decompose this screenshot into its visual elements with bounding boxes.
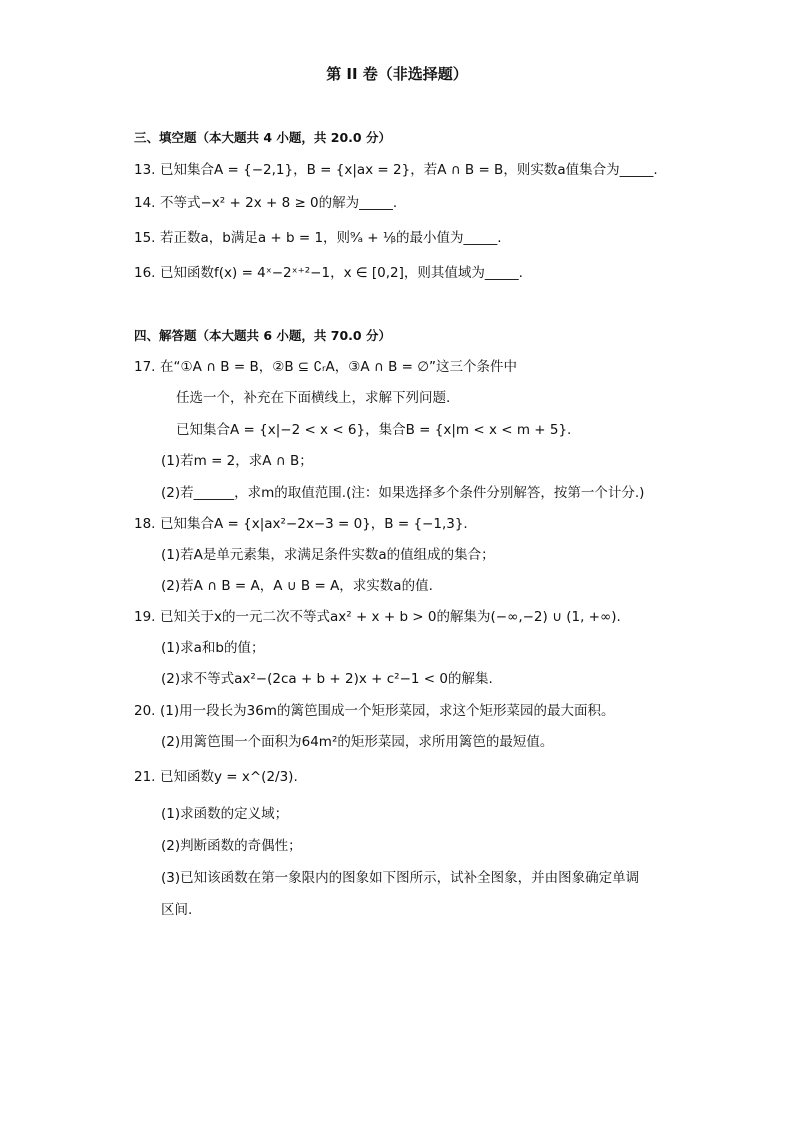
question-text: 在“①A ∩ B = B，②B ⊆ ∁ᵣA，③A ∩ B = ∅”这三个条件中 bbox=[160, 359, 517, 375]
question-21-part3-cont: 区间. bbox=[161, 902, 193, 918]
question-text: 已知关于x的一元二次不等式ax² + x + b > 0的解集为(−∞,−2) ∪ (1, +∞). bbox=[160, 609, 621, 625]
question-17-part1: (1)若m = 2，求A ∩ B； bbox=[161, 453, 313, 469]
question-number: 19. bbox=[134, 609, 156, 625]
question-number: 17. bbox=[134, 359, 156, 375]
question-21-part1: (1)求函数的定义域； bbox=[161, 806, 289, 822]
question-text: 不等式−x² + 2x + 8 ≥ 0的解为_____. bbox=[160, 195, 398, 211]
question-19 bbox=[134, 607, 621, 627]
question-text: 已知函数y = x^(2/3). bbox=[160, 769, 298, 785]
question-text: 若正数a，b满足a + b = 1，则⁹⁄ₐ + ¹⁄ᵦ的最小值为_____. bbox=[160, 230, 502, 246]
question-number: 14. bbox=[134, 195, 156, 211]
question-text: 已知函数f(x) = 4ˣ−2ˣ⁺²−1，x ∈ [0,2]，则其值域为_____. bbox=[160, 265, 523, 281]
question-17-line3: 已知集合A = {x|−2 < x < 6}，集合B = {x|m < x < m + 5}. bbox=[176, 422, 572, 438]
question-20-part2: (2)用篱笆围一个面积为64m²的矩形菜园，求所用篱笆的最短值。 bbox=[161, 734, 554, 750]
question-18 bbox=[134, 514, 468, 534]
question-20 bbox=[134, 701, 615, 721]
question-14 bbox=[134, 193, 398, 213]
section-4-heading: 四、解答题（本大题共 6 小题，共 70.0 分） bbox=[134, 328, 391, 343]
question-number: 21. bbox=[134, 769, 156, 785]
question-15 bbox=[134, 228, 502, 248]
question-18-part1: (1)若A是单元素集，求满足条件实数a的值组成的集合； bbox=[161, 547, 495, 563]
question-19-part1: (1)求a和b的值； bbox=[161, 640, 265, 656]
section-3-heading: 三、填空题（本大题共 4 小题，共 20.0 分） bbox=[134, 130, 391, 145]
question-number: 20. bbox=[134, 703, 156, 719]
question-number: 18. bbox=[134, 516, 156, 532]
question-number: 15. bbox=[134, 230, 156, 246]
question-19-part2: (2)求不等式ax²−(2ca + b + 2)x + c²−1 < 0的解集. bbox=[161, 671, 493, 687]
question-18-part2: (2)若A ∩ B = A，A ∪ B = A，求实数a的值. bbox=[161, 578, 433, 594]
question-text: 已知集合A = {−2,1}，B = {x|ax = 2}，若A ∩ B = B，则实数a值集合为_____. bbox=[160, 162, 658, 178]
question-17 bbox=[134, 357, 517, 377]
question-17-part2: (2)若______，求m的取值范围.(注：如果选择多个条件分别解答，按第一个计分.) bbox=[161, 485, 645, 501]
question-21-part3: (3)已知该函数在第一象限内的图象如下图所示，试补全图象，并由图象确定单调 bbox=[161, 870, 640, 886]
question-21 bbox=[134, 767, 298, 787]
question-16 bbox=[134, 263, 523, 283]
page-title: 第 II 卷（非选择题） bbox=[326, 65, 468, 83]
question-number: 13. bbox=[134, 162, 156, 178]
question-21-part2: (2)判断函数的奇偶性； bbox=[161, 838, 302, 854]
question-13 bbox=[134, 160, 658, 180]
question-number: 16. bbox=[134, 265, 156, 281]
question-17-line2: 任选一个，补充在下面横线上，求解下列问题. bbox=[176, 390, 451, 406]
question-text: (1)用一段长为36m的篱笆围成一个矩形菜园，求这个矩形菜园的最大面积。 bbox=[160, 703, 615, 719]
question-text: 已知集合A = {x|ax²−2x−3 = 0}，B = {−1,3}. bbox=[160, 516, 468, 532]
